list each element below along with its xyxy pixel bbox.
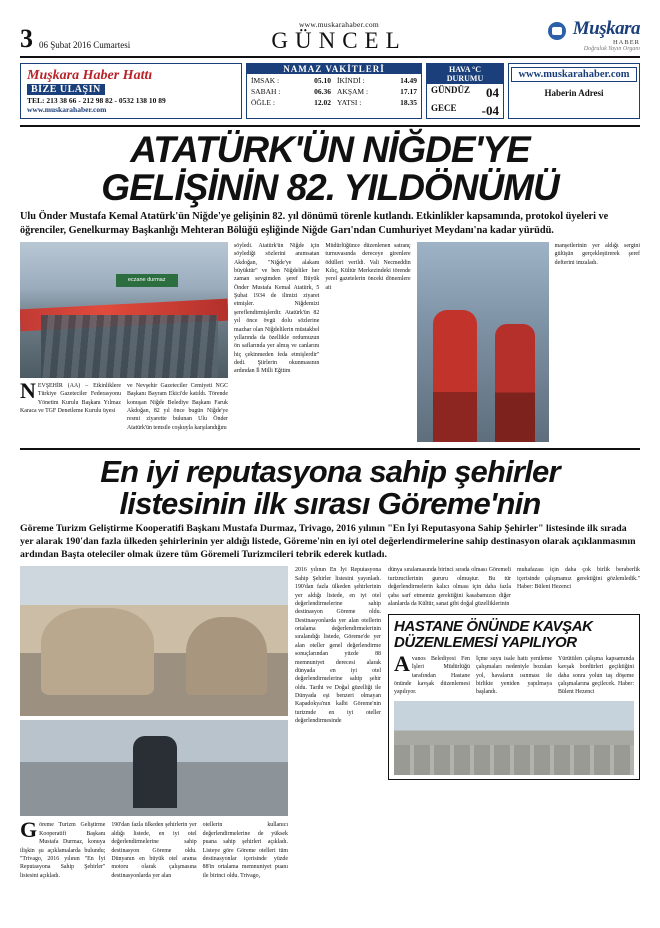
story3-box <box>388 614 640 779</box>
story2-headline-line1: En iyi reputasyona sahip şehirler <box>100 453 560 489</box>
prayer-times-column-right <box>337 76 417 109</box>
story1-column-5: manşetlerinin yer aldığı sergini gülüşün gerçekleştirerek şeref defterini imzaladı. <box>554 242 640 266</box>
story2-lead: Göreme Turizm Geliştirme Kooperatifi Başkanı Mustafa Durmaz, Trivago, 2016 yılının "En İyi Reputasyona Sahip Şehirler" listesinde ilk sırada yer alarak 190'dan fazla ülkeden şehirlerinin yer aldığı listede, Göreme'nin en iyi otel değerlendirmelerine sahip destinasyon olarak açıklanmasının ardından Başta oteleciler olmak üzere tüm Göremeli Turizmcileri tebrik ederek kutladı. <box>20 523 636 560</box>
weather-night-row <box>427 102 503 120</box>
divider-mid <box>20 448 640 450</box>
story2-column-3: otellerin kullanıcı değerlendirmelerine de yüksek puana sahip şehirleri açıkladı. Listeye göre Göreme otelleri tüm destinasyonlar içerisinde yüzde 88'in ortalama memnuniyet puanı ile birinci oldu. Trivago, <box>202 822 288 879</box>
story3-column-1: Avanos Belediyesi Fen İşleri Müdürlüğü tarafından Hastane önünde kavşak düzenlemesi yapılıyor. <box>394 650 470 696</box>
prayer-row <box>337 98 417 109</box>
prayer-name: YATSI : <box>337 97 362 107</box>
brand-name: Muşkara <box>572 18 640 40</box>
weather-header-line2: DURUMU <box>446 74 484 84</box>
story3-photo-road <box>394 701 634 775</box>
prayer-name: SABAH : <box>251 86 281 96</box>
masthead-website: www.muskarahaber.com <box>298 20 380 29</box>
story2-column-6: muhafazası için daha çok birlik beraberlik içerisinde çalışmamız gerektiğini gözlemledik." Haber: Bülent Hezenci <box>517 567 640 591</box>
section-title: GÜNCEL <box>271 28 407 53</box>
issue-date: 06 Şubat 2016 Cumartesi <box>39 40 131 50</box>
prayer-time: 14.49 <box>400 76 417 85</box>
masthead <box>20 14 640 58</box>
story2-column-5: dünya sıralamasında birinci sırada olması Göremeli turizmcilerinin gururu olmuştur. Bu tür değerlendirmelerin kalıcı olması için daha fazla çaba sarf etmemiz gerektiğini kasabamızın diğer alanlarda da Kültür, sanat gibi doğal güzelliklerinin <box>388 567 511 607</box>
right-column <box>388 566 640 880</box>
story1-headline-line1: ATATÜRK'ÜN NİĞDE'YE <box>130 129 530 170</box>
page-footer-space <box>20 880 640 906</box>
prayer-times-column-left <box>251 76 331 109</box>
story1-column-3: söyledi. Atatürk'ün Niğde için söylediği sözlerini anımsatan Akdoğan, "Niğde'ye alakam büyüktür" ve ben Niğdeliler her zaman sevgimden şeref Büyük Önder Mustafa Kemal Atatürk, 5 Şubat 1934 de ilimizi ziyaret etmişler. Niğdemizi şereflendirmişlerdir. Atatürk'ün 82 yıl önce övgü dolu sözlerine mazhar olan Niğdelilerin müstakbel yıllarında da özellikle ordumuzun ön saflarında yer almış ve canlarını hiç çekinmeden feda etmişlerdir" dedi. Şiirlerin okunmasının ardından İl Milli Eğitim <box>234 242 320 375</box>
story1-body <box>20 242 640 442</box>
prayer-time: 17.17 <box>400 86 417 96</box>
story1-column-2: ve Nevşehir Gazeteciler Cemiyeti NGC Başkanı Bayram Ekici'de katıldı. Törende konuşan Niğde Belediye Başkanı Faruk Akdoğan, 82 yıl önce bugün Niğde'ye resmi ziyarette bulunan Ulu Önder Atatürk'ün temsile coşkuyla karşılandığını <box>127 382 228 431</box>
story3-column-2: İçme suyu isale hattı yenileme çalışmaları nedeniyle bozulan yol, havaların ısınması ile birlikte yeniden yapılmaya başlandı. <box>476 655 552 696</box>
story2-photo-goreme <box>20 566 288 716</box>
prayer-row <box>337 87 417 98</box>
prayer-time: 12.02 <box>314 97 331 107</box>
story1-text-columns-left <box>20 377 228 432</box>
story3-headline <box>394 619 634 651</box>
story2-headline <box>20 453 640 522</box>
weather-day-value: 04 <box>486 85 499 101</box>
story3-text-columns <box>394 650 634 697</box>
prayer-times-box <box>246 63 422 119</box>
story2-text-columns <box>20 817 288 880</box>
site-url[interactable]: www.muskarahaber.com <box>511 67 637 82</box>
prayer-name: ÖĞLE : <box>251 97 275 107</box>
divider-top <box>20 125 640 127</box>
prayer-time: 18.35 <box>400 97 417 107</box>
weather-night-value: -04 <box>481 103 499 119</box>
hotline-website[interactable]: www.muskarahaber.com <box>27 105 107 114</box>
prayer-name: İMSAK : <box>251 76 280 85</box>
prayer-name: AKŞAM : <box>337 86 369 96</box>
weather-box <box>426 63 504 119</box>
story1-column-4: Müdürlüğünce düzenlenen satranç turnuvasında dereceye girenlere ödülleri verildi. Vali Necmeddin Kılıç, Kültür Merkezindeki törende yerel gazetelerin önceki dönemlere ait <box>325 242 411 291</box>
story2-left-column <box>20 566 288 880</box>
prayer-row <box>337 76 417 87</box>
weather-night-label: GECE <box>431 103 457 114</box>
prayer-row <box>251 98 331 109</box>
prayer-time: 06.36 <box>314 86 331 96</box>
story1-column-1: NEVŞEHİR (AA) – Etkinliklere Türkiye Gazeteciler Federasyonu Yönetim Kurulu Başkanı Yılmaz Karaca ve TGF Denetleme Kurulu üyesi <box>20 377 121 414</box>
story2-column-4: 2016 yılının En İyi Reputasyona Sahip Şehirler listesini yayınladı. 190'dan fazla ülkeden şehirlerinin yer aldığı listede, en iyi otel değerlendirmelerine sahip destinasyon Göreme oldu. Destinasyonlarda yer alan otellerin ortalama değerlendirmelerinin sıralandığı listede, Göreme'de yer alan oteller genel değerlendirme sonuçlarından yüzde 88 memnuniyet derecesi alarak dünyada en iyi otel değerlendirmelerine sahip şehir oldu. Tarihi ve Doğal güzelliği ile Dünyada eşi benzeri olmayan Kapadokya'nın kalbi Göreme'nin turizmde en iyi oteller değerlendirmesinde <box>295 567 381 725</box>
weather-day-row <box>427 84 503 102</box>
weather-header <box>427 64 503 84</box>
story2-column-2: 190'dan fazla ülkeden şehirlerin yer aldığı listede, en iyi otel değerlendirmelerine sahip destinasyon Göreme oldu. Dünyanın en büyük otel arama motoru olarak çalışmasına destinasyonlarda yer alan <box>111 822 197 879</box>
prayer-times-grid <box>247 74 421 111</box>
story1-photo-march <box>20 242 228 378</box>
story3-column-3: Yürütülen çalışma kapsamında kavşak bordürleri geçiktiğini daha sonra yolun taş döşeme çalışmalarına geçilecek. Haber: Bülent Hezenci <box>558 655 634 696</box>
info-bar <box>20 63 640 119</box>
story2-headline-line2: listesinin ilk sırası Göreme'nin <box>119 486 541 522</box>
masthead-left <box>20 26 130 52</box>
hotline-subtitle: BİZE ULAŞIN <box>27 84 105 95</box>
story2-right-text-columns <box>388 566 640 608</box>
story3-headline-line2: DÜZENLEMESİ YAPILIYOR <box>394 634 577 652</box>
page-number: 3 <box>20 24 33 53</box>
hotline-title: Muşkara Haber Hattı <box>27 68 153 83</box>
site-box <box>508 63 640 119</box>
story1-headline <box>20 131 640 206</box>
masthead-brand <box>548 19 640 52</box>
brand-logo-icon <box>548 22 566 40</box>
masthead-center <box>130 20 548 52</box>
prayer-row <box>251 76 331 87</box>
weather-day-label: GÜNDÜZ <box>431 85 471 96</box>
weather-header-line1: HAVA °C <box>448 65 482 74</box>
story1-photo-mehter <box>417 242 549 442</box>
story1-lead: Ulu Önder Mustafa Kemal Atatürk'ün Niğde'ye gelişinin 82. yıl dönümü törenle kutlandı. Etkinlikler kapsamında, protokol üyeleri ve öğrenciler, Genelkurmay Başkanlığı Mehteran Bölüğü eşliğinde Niğde Garı'ndan Cumhuriyet Meydanı'na kadar yürüdü. <box>20 211 609 236</box>
brand-subtitle: HABER <box>612 38 640 46</box>
story2-photo-portrait <box>20 720 288 816</box>
story3-headline-line1: HASTANE ÖNÜNDE KAVŞAK <box>394 618 593 636</box>
brand-slogan: Doğruluk Yayın Organı <box>583 46 640 52</box>
prayer-name: İKİNDİ : <box>337 76 365 85</box>
story1-headline-line2: GELİŞİNİN 82. YILDÖNÜMÜ <box>101 166 559 208</box>
lower-section <box>20 566 640 880</box>
pharmacy-sign-label: eczane durmaz <box>116 274 178 287</box>
prayer-row <box>251 87 331 98</box>
story1-photo-column <box>20 242 228 442</box>
prayer-times-header: NAMAZ VAKİTLERİ <box>247 64 421 74</box>
hotline-box <box>20 63 242 119</box>
site-subtitle: Haberin Adresi <box>544 88 604 98</box>
hotline-phone: TEL: 213 38 66 - 212 98 82 - 0532 138 10 89 <box>27 96 166 105</box>
story2-column-1: Göreme Turizm Geliştirme Kooperatifi Başkanı Mustafa Durmaz, konuya ilişkin şu açıklamalarda bulundu; "Trivago, 2016 yılının "En İyi Reputasyona Sahip Şehirler" listesini açıkladı. <box>20 817 106 879</box>
prayer-time: 05.10 <box>314 76 331 85</box>
